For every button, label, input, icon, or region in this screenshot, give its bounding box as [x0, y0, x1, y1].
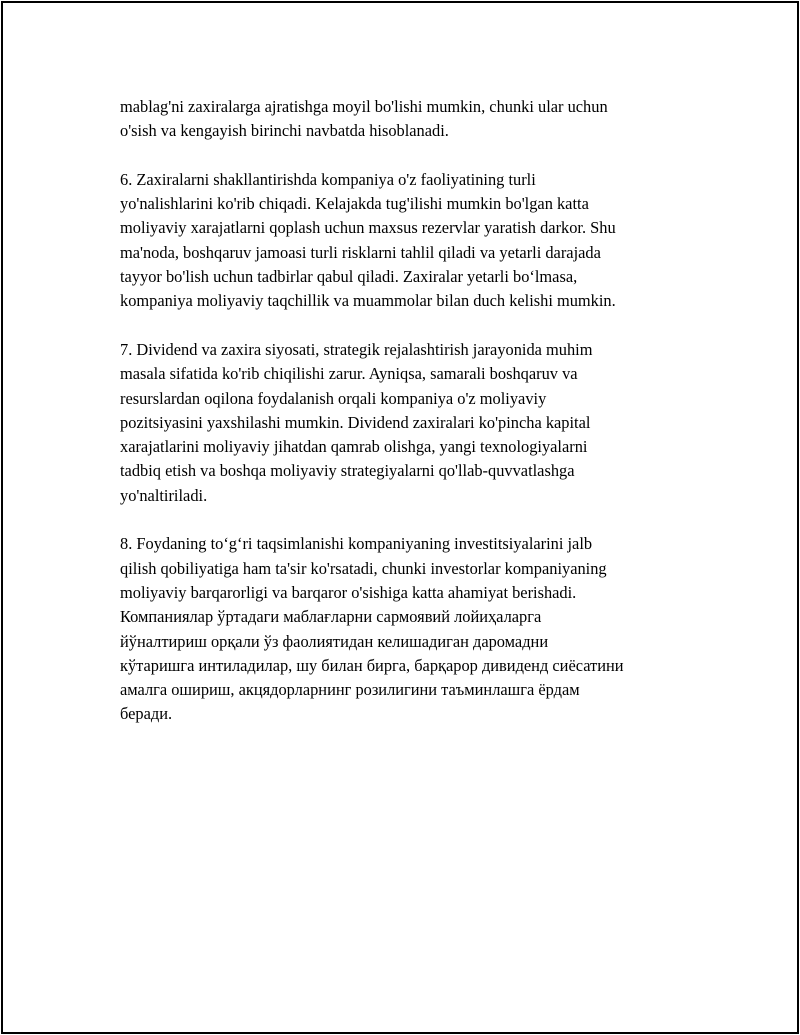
text-line: беради.: [120, 704, 173, 724]
text-line: moliyaviy xarajatlarni qoplash uchun maxsus rezervlar yaratish darkor. Shu: [120, 218, 616, 238]
text-line: xarajatlarini moliyaviy jihatdan qamrab olishga, yangi texnologiyalarni: [120, 437, 588, 457]
text-line: mablag'ni zaxiralarga ajratishga moyil bo'lishi mumkin, chunki ular uchun: [120, 97, 608, 116]
page-frame: [1, 1, 799, 1034]
paragraph-8: [120, 532, 680, 726]
text-line: kompaniya moliyaviy taqchillik va muammolar bilan duch kelishi mumkin.: [120, 291, 616, 311]
text-line: resurslardan oqilona foydalanish orqali kompaniya o'z moliyaviy: [120, 388, 547, 408]
text-line: 6. Zaxiralarni shakllantirishda kompaniya o'z faoliyatining turli: [120, 169, 536, 189]
text-line: masala sifatida ko'rib chiqilishi zarur. Ayniqsa, samarali boshqaruv va: [120, 364, 578, 384]
paragraph-6: [120, 168, 680, 314]
text-line: ma'noda, boshqaruv jamoasi turli risklarni tahlil qiladi va yetarli darajada: [120, 242, 601, 262]
text-line: qilish qobiliyatiga ham ta'sir ko'rsatadi, chunki investorlar kompaniyaning: [120, 558, 607, 578]
text-line: yo'naltiriladi.: [120, 485, 208, 505]
text-line: йўналтириш орқали ўз фаолиятидан келишадиган даромадни: [120, 631, 549, 651]
text-line: Компаниялар ўртадаги маблағларни сармоявий лойиҳаларга: [120, 607, 542, 627]
text-line: кўтаришга интиладилар, шу билан бирга, барқарор дивиденд сиёсатини: [120, 655, 624, 675]
paragraph-intro-continuation: [120, 95, 680, 144]
document-body: [120, 95, 680, 751]
text-line: o'sish va kengayish birinchi navbatda hisoblanadi.: [120, 121, 449, 141]
text-line: tayyor bo'lish uchun tadbirlar qabul qiladi. Zaxiralar yetarli bo‘lmasa,: [120, 267, 578, 287]
text-line: 7. Dividend va zaxira siyosati, strategik rejalashtirish jarayonida muhim: [120, 339, 593, 359]
text-line: tadbiq etish va boshqa moliyaviy strategiyalarni qo'llab-quvvatlashga: [120, 461, 575, 481]
text-line: yo'nalishlarini ko'rib chiqadi. Kelajakda tug'ilishi mumkin bo'lgan katta: [120, 194, 589, 214]
text-line: амалга ошириш, акцядорларнинг розилигини таъминлашга ёрдам: [120, 680, 580, 700]
text-line: moliyaviy barqarorligi va barqaror o'sishiga katta ahamiyat berishadi.: [120, 582, 577, 602]
paragraph-7: [120, 338, 680, 508]
text-line: pozitsiyasini yaxshilashi mumkin. Dividend zaxiralari ko'pincha kapital: [120, 412, 591, 432]
text-line: 8. Foydaning to‘g‘ri taqsimlanishi kompaniyaning investitsiyalarini jalb: [120, 534, 593, 554]
